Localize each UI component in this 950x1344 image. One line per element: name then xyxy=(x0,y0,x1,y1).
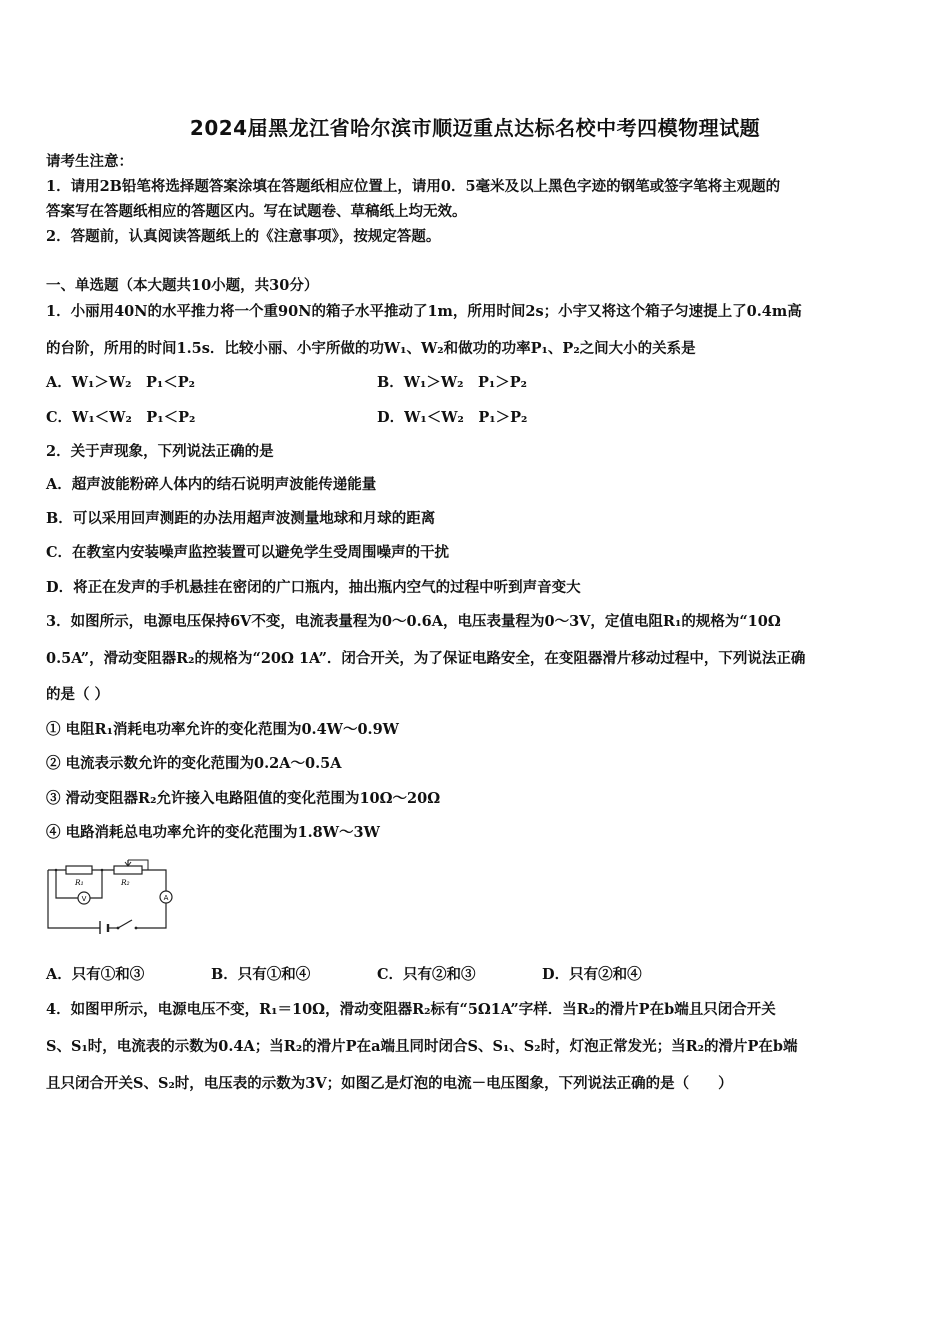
q3-option-a[interactable]: A．只有①和③ xyxy=(46,966,145,983)
q2-option-d[interactable]: D．将正在发声的手机悬挂在密闭的广口瓶内，抽出瓶内空气的过程中听到声音变大 xyxy=(46,579,581,596)
q1-option-c[interactable]: C．W₁＜W₂ P₁＜P₂ xyxy=(46,409,196,426)
q1-option-d[interactable]: D．W₁＜W₂ P₁＞P₂ xyxy=(377,409,528,426)
notice-item-1-cont: 答案写在答题纸相应的答题区内。写在试题卷、草稿纸上均无效。 xyxy=(46,203,467,220)
q3-statement-3: ③ 滑动变阻器R₂允许接入电路阻值的变化范围为10Ω～20Ω xyxy=(46,790,441,807)
r1-label: R₁ xyxy=(75,878,84,887)
circuit-diagram xyxy=(44,858,178,934)
q3-statement-2: ② 电流表示数允许的变化范围为0.2A～0.5A xyxy=(46,755,342,772)
q1-stem-cont: 的台阶，所用的时间1.5s．比较小丽、小宇所做的功W₁、W₂和做功的功率P₁、P₂之间大小的关系是 xyxy=(46,340,696,357)
q3-statement-1: ① 电阻R₁消耗电功率允许的变化范围为0.4W～0.9W xyxy=(46,721,399,738)
rheostat-r2 xyxy=(114,866,142,874)
q3-option-d[interactable]: D．只有②和④ xyxy=(542,966,642,983)
resistor-r1 xyxy=(66,866,92,874)
q2-option-c[interactable]: C．在教室内安装噪声监控装置可以避免学生受周围噪声的干扰 xyxy=(46,544,450,561)
q1-option-a[interactable]: A．W₁＞W₂ P₁＜P₂ xyxy=(46,374,196,391)
q3-stem-end: 的是（ ） xyxy=(46,686,110,703)
q2-option-a[interactable]: A．超声波能粉碎人体内的结石说明声波能传递能量 xyxy=(46,476,377,493)
exam-title: 2024届黑龙江省哈尔滨市顺迈重点达标名校中考四模物理试题 xyxy=(189,116,761,140)
q4-stem-end: 且只闭合开关S、S₂时，电压表的示数为3V；如图乙是灯泡的电流－电压图象，下列说法正确的是（ ） xyxy=(46,1075,733,1092)
notice-item-2: 2．答题前，认真阅读答题纸上的《注意事项》，按规定答题。 xyxy=(46,228,441,245)
q3-option-c[interactable]: C．只有②和③ xyxy=(377,966,476,983)
q1-stem: 1．小丽用40N的水平推力将一个重90N的箱子水平推动了1m，所用时间2s；小宇又将这个箱子匀速提上了0.4m高 xyxy=(46,303,802,320)
q3-stem-cont: 0.5A”，滑动变阻器R₂的规格为“20Ω 1A”．闭合开关，为了保证电路安全，在变阻器滑片移动过程中，下列说法正确 xyxy=(46,650,806,667)
q4-stem: 4．如图甲所示，电源电压不变，R₁＝10Ω，滑动变阻器R₂标有“5Ω1A”字样．当R₂的滑片P在b端且只闭合开关 xyxy=(46,1001,776,1018)
q3-statement-4: ④ 电路消耗总电功率允许的变化范围为1.8W～3W xyxy=(46,824,380,841)
ammeter-label: A xyxy=(163,894,169,902)
q3-option-b[interactable]: B．只有①和④ xyxy=(211,966,311,983)
q3-stem: 3．如图所示，电源电压保持6V不变，电流表量程为0～0.6A，电压表量程为0～3V，定值电阻R₁的规格为“10Ω xyxy=(46,613,781,630)
q2-option-b[interactable]: B．可以采用回声测距的办法用超声波测量地球和月球的距离 xyxy=(46,510,436,527)
notice-heading: 请考生注意： xyxy=(46,153,133,170)
q4-stem-cont: S、S₁时，电流表的示数为0.4A；当R₂的滑片P在a端且同时闭合S、S₁、S₂时，灯泡正常发光；当R₂的滑片P在b端 xyxy=(46,1038,798,1055)
voltmeter-label: V xyxy=(81,895,87,903)
section-heading: 一、单选题（本大题共10小题，共30分） xyxy=(46,277,319,294)
q2-stem: 2．关于声现象，下列说法正确的是 xyxy=(46,443,274,460)
r2-label: R₂ xyxy=(121,878,130,887)
notice-item-1: 1．请用2B铅笔将选择题答案涂填在答题纸相应位置上，请用0．5毫米及以上黑色字迹的钢笔或签字笔将主观题的 xyxy=(46,178,781,195)
q1-option-b[interactable]: B．W₁＞W₂ P₁＞P₂ xyxy=(377,374,528,391)
